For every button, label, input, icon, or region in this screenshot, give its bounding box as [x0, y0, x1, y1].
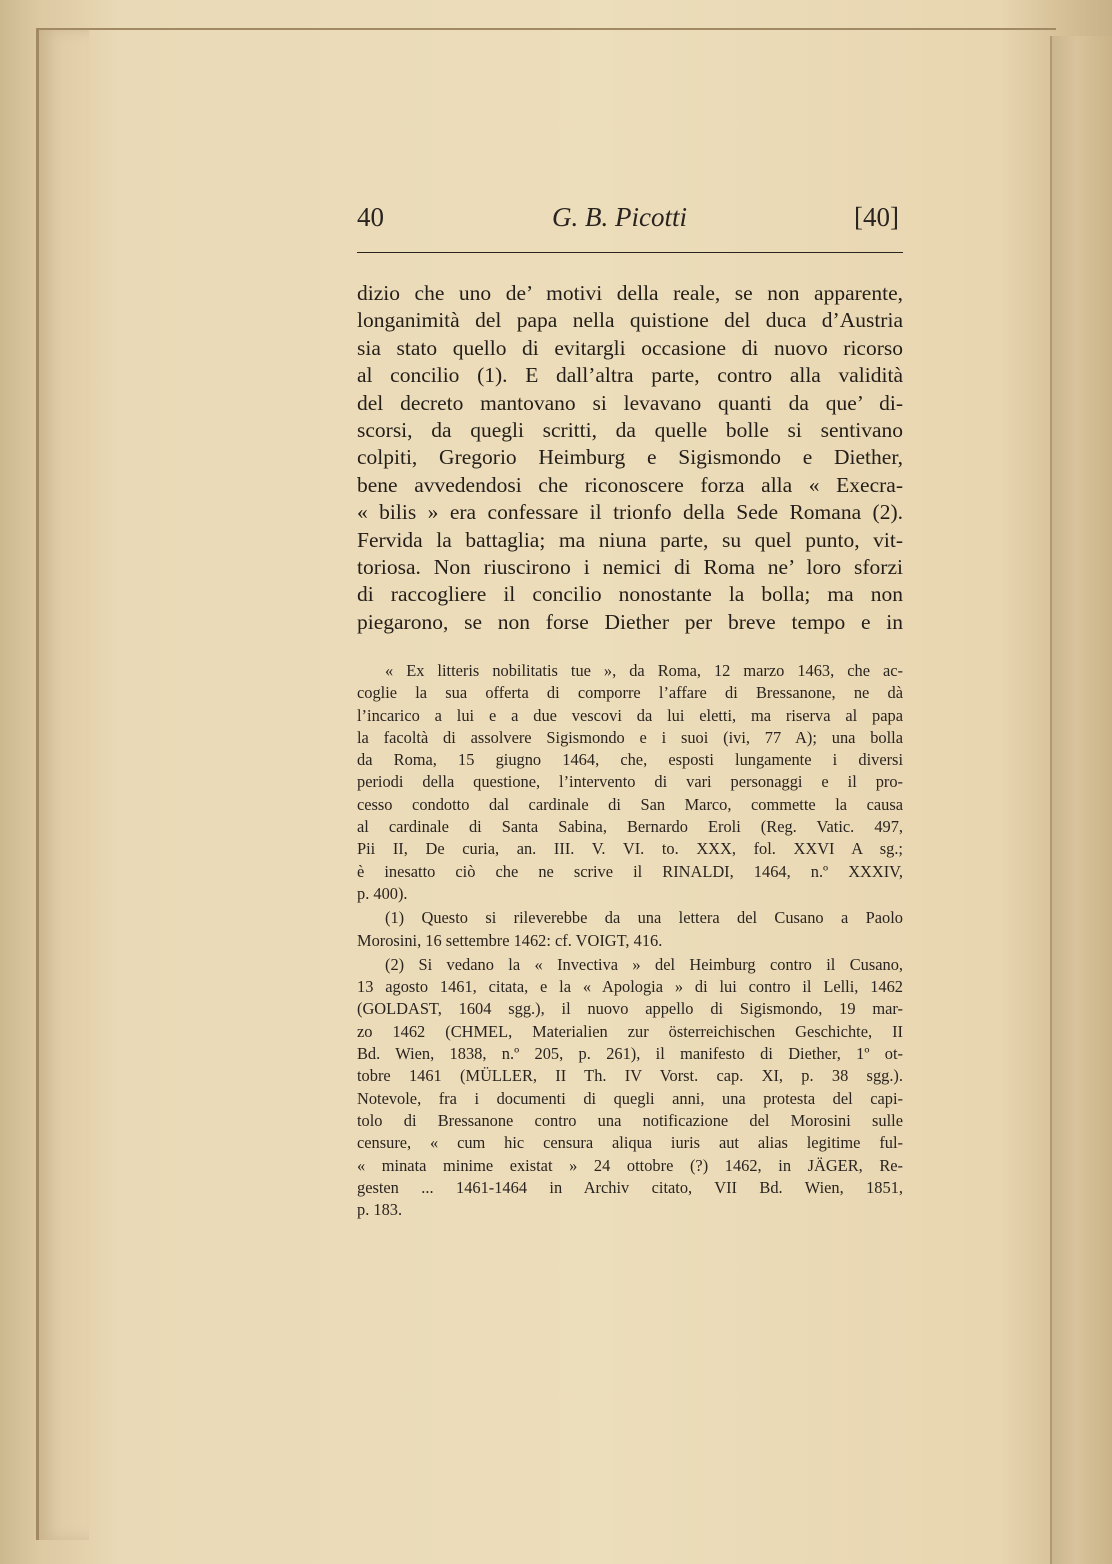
note-line: 13 agosto 1461, citata, e la « Apologia » di lui contro il Lelli, 1462 — [357, 977, 903, 997]
text-line: longanimità del papa nella quistione del duca d’Austria — [357, 308, 903, 333]
note-line: tolo di Bressanone contro una notificazione del Morosini sulle — [357, 1110, 903, 1130]
text-line: Fervida la battaglia; ma niuna parte, su quel punto, vit- — [357, 527, 903, 552]
note-line: (GOLDAST, 1604 sgg.), il nuovo appello di Sigismondo, 19 mar- — [357, 999, 903, 1019]
note-line: p. 400). — [357, 883, 408, 903]
running-title: G. B. Picotti — [552, 202, 687, 232]
note-line: periodi della questione, l’intervento di vari personaggi e il pro- — [357, 772, 903, 792]
note-line: (2) Si vedano la « Invectiva » del Heimburg contro il Cusano, — [385, 954, 903, 974]
page-number: 40 — [357, 202, 384, 232]
note-line: cesso condotto dal cardinale di San Marco, commette la causa — [357, 794, 903, 814]
main-text — [357, 280, 903, 636]
text-line: dizio che uno de’ motivi della reale, se non apparente, — [357, 281, 903, 305]
text-line: colpiti, Gregorio Heimburg e Sigismondo e Diether, — [357, 445, 903, 470]
note-line: Notevole, fra i documenti di quegli anni, una protesta del capi- — [357, 1088, 903, 1108]
note-line: Pii II, De curia, an. III. V. VI. to. XXX, fol. XXVI A sg.; — [357, 839, 903, 859]
text-line: del decreto mantovano si levavano quanti da que’ di- — [357, 390, 903, 415]
text-line: di raccogliere il concilio nonostante la bolla; ma non — [357, 582, 903, 607]
footnotes — [357, 660, 903, 1221]
page-left-edge — [36, 30, 89, 1540]
note-line: tobre 1461 (MÜLLER, II Th. IV Vorst. cap. XI, p. 38 sgg.). — [357, 1066, 903, 1086]
note-line: zo 1462 (CHMEL, Materialien zur österreichischen Geschichte, II — [357, 1021, 903, 1041]
note-line: (1) Questo si rileverebbe da una lettera del Cusano a Paolo — [385, 908, 903, 928]
note-line: la facoltà di assolvere Sigismondo e i suoi (ivi, 77 A); una bolla — [357, 727, 903, 747]
bracket-page-number: [40] — [854, 202, 899, 232]
footnote-continued — [357, 660, 903, 905]
note-line: l’incarico a lui e a due vescovi da lui eletti, ma riserva al papa — [357, 705, 903, 725]
footnote-2 — [357, 954, 903, 1222]
text-line: sia stato quello di evitargli occasione di nuovo ricorso — [357, 335, 903, 360]
footnote-1 — [357, 907, 903, 952]
facing-page-edge — [1050, 36, 1112, 1564]
text-line: piegarono, se non forse Diether per breve tempo e in — [357, 609, 903, 634]
note-line: gesten ... 1461-1464 in Archiv citato, VII Bd. Wien, 1851, — [357, 1177, 903, 1197]
note-line: coglie la sua offerta di comporre l’affare di Bressanone, ne dà — [357, 683, 903, 703]
note-line: è inesatto ciò che ne scrive il RINALDI, 1464, n.º XXXIV, — [357, 861, 903, 881]
note-line: « minata minime existat » 24 ottobre (?) 1462, in JÄGER, Re- — [357, 1155, 903, 1175]
text-line: scorsi, da quegli scritti, da quelle bolle si sentivano — [357, 418, 903, 443]
note-line: p. 183. — [357, 1200, 403, 1220]
note-line: da Roma, 15 giugno 1464, che, esposti lungamente i diversi — [357, 750, 903, 770]
note-line: Morosini, 16 settembre 1462: cf. VOIGT, 416. — [357, 930, 663, 950]
note-line: al cardinale di Santa Sabina, Bernardo Eroli (Reg. Vatic. 497, — [357, 817, 903, 837]
text-line: « bilis » era confessare il trionfo della Sede Romana (2). — [357, 500, 903, 525]
note-line: Bd. Wien, 1838, n.º 205, p. 261), il manifesto di Diether, 1º ot- — [357, 1044, 903, 1064]
page-top-edge — [36, 28, 1056, 38]
running-header — [357, 202, 903, 253]
note-line: « Ex litteris nobilitatis tue », da Roma, 12 marzo 1463, che ac- — [385, 661, 903, 680]
text-line: toriosa. Non riuscirono i nemici di Roma ne’ loro sforzi — [357, 555, 903, 580]
text-line: bene avvedendosi che riconoscere forza alla « Execra- — [357, 472, 903, 497]
text-line: al concilio (1). E dall’altra parte, contro alla validità — [357, 363, 903, 388]
note-line: censure, « cum hic censura aliqua iuris aut alias legitime ful- — [357, 1133, 903, 1153]
